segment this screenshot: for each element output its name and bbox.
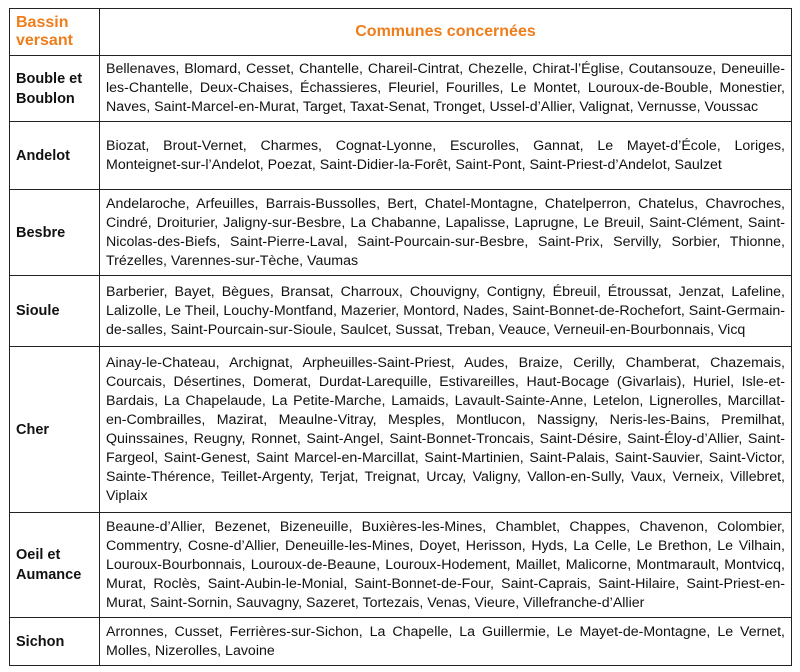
basin-communes-table bbox=[9, 8, 792, 666]
header-communes: Communes concernées bbox=[100, 9, 792, 56]
table-row bbox=[10, 56, 792, 122]
communes-list: Biozat, Brout-Vernet, Charmes, Cognat-Lyonne, Escurolles, Gannat, Le Mayet-d’École, Loriges, Monteignet-sur-l’Andelot, Poezat, Saint-Didier-la-Forêt, Saint-Pont, Saint-Priest-d’Andelot, Saulzet bbox=[100, 122, 792, 190]
basin-name: Oeil et Aumance bbox=[10, 513, 100, 618]
communes-list: Ainay-le-Chateau, Archignat, Arpheuilles-Saint-Priest, Audes, Braize, Cerilly, Chamberat, Chazemais, Courcais, Désertines, Domerat, Durdat-Larequille, Estivareilles, Haut-Bocage (Givarlais), Huriel, Isle-et-Bardais, La Chapelaude, La Petite-Marche, Lamaids, Lavault-Sainte-Anne, Letelon, Lignerolles, Marcillat-en-Combrailles, Mazirat, Meaulne-Vitray, Mesples, Montlucon, Nassigny, Neris-les-Bains, Premilhat, Quinssaines, Reugny, Ronnet, Saint-Angel, Saint-Bonnet-Troncais, Saint-Désire, Saint-Éloy-d’Allier, Saint-Fargeol, Saint-Genest, Saint Marcel-en-Marcillat, Saint-Martinien, Saint-Palais, Saint-Sauvier, Saint-Victor, Sainte-Thérence, Teillet-Argenty, Terjat, Treignat, Urcay, Valigny, Vallon-en-Sully, Vaux, Verneix, Villebret, Viplaix bbox=[100, 347, 792, 513]
header-row bbox=[10, 9, 792, 56]
table-row bbox=[10, 276, 792, 347]
basin-name: Sichon bbox=[10, 618, 100, 666]
table-row bbox=[10, 618, 792, 666]
table-row bbox=[10, 513, 792, 618]
communes-list: Andelaroche, Arfeuilles, Barrais-Bussolles, Bert, Chatel-Montagne, Chatelperron, Chatelus, Chavroches, Cindré, Droiturier, Jaligny-sur-Besbre, La Chabanne, Lapalisse, Laprugne, Le Breuil, Saint-Clément, Saint-Nicolas-des-Biefs, Saint-Pierre-Laval, Saint-Pourcain-sur-Besbre, Saint-Prix, Servilly, Sorbier, Thionne, Trézelles, Varennes-sur-Tèche, Vaumas bbox=[100, 190, 792, 276]
communes-list: Beaune-d’Allier, Bezenet, Bizeneuille, Buxières-les-Mines, Chamblet, Chappes, Chavenon, Colombier, Commentry, Cosne-d’Allier, Deneuille-les-Mines, Doyet, Herisson, Hyds, La Celle, Le Brethon, Le Vilhain, Louroux-Bourbonnais, Louroux-de-Beaune, Louroux-Hodement, Maillet, Malicorne, Montmarault, Montvicq, Murat, Roclès, Saint-Aubin-le-Monial, Saint-Bonnet-de-Four, Saint-Caprais, Saint-Hilaire, Saint-Priest-en-Murat, Saint-Sornin, Sauvagny, Sazeret, Tortezais, Venas, Vieure, Villefranche-d’Allier bbox=[100, 513, 792, 618]
basin-name: Sioule bbox=[10, 276, 100, 347]
communes-list: Barberier, Bayet, Bègues, Bransat, Charroux, Chouvigny, Contigny, Ébreuil, Étroussat, Jenzat, Lafeline, Lalizolle, Le Theil, Louchy-Montfand, Mazerier, Montord, Nades, Saint-Bonnet-de-Rochefort, Saint-Germain-de-salles, Saint-Pourcain-sur-Sioule, Saulcet, Sussat, Treban, Veauce, Verneuil-en-Bourbonnais, Vicq bbox=[100, 276, 792, 347]
header-basin: Bassin versant bbox=[10, 9, 100, 56]
basin-name: Cher bbox=[10, 347, 100, 513]
table-row bbox=[10, 347, 792, 513]
communes-list: Arronnes, Cusset, Ferrières-sur-Sichon, La Chapelle, La Guillermie, Le Mayet-de-Montagne, Le Vernet, Molles, Nizerolles, Lavoine bbox=[100, 618, 792, 666]
basin-name: Bouble et Boublon bbox=[10, 56, 100, 122]
table-row bbox=[10, 122, 792, 190]
basin-name: Andelot bbox=[10, 122, 100, 190]
basin-name: Besbre bbox=[10, 190, 100, 276]
communes-list: Bellenaves, Blomard, Cesset, Chantelle, Chareil-Cintrat, Chezelle, Chirat-l’Église, Coutansouze, Deneuille-les-Chantelle, Deux-Chaises, Échassieres, Fleuriel, Fourilles, Le Montet, Louroux-de-Bouble, Monestier, Naves, Saint-Marcel-en-Murat, Target, Taxat-Senat, Tronget, Ussel-d’Allier, Valignat, Vernusse, Voussac bbox=[100, 56, 792, 122]
table-row bbox=[10, 190, 792, 276]
